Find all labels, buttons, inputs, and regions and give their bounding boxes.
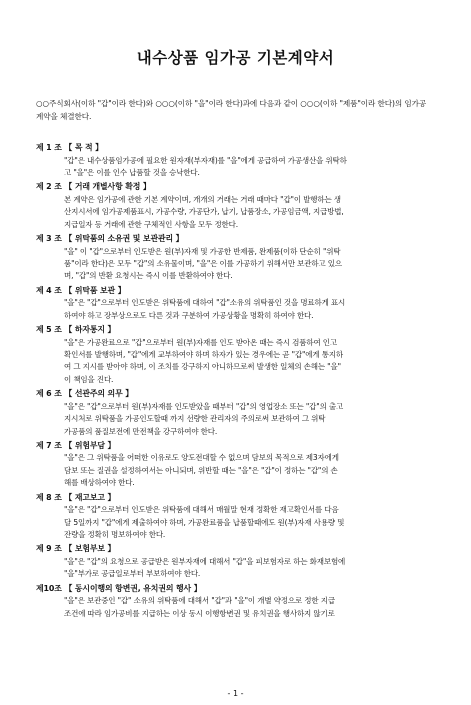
article-line: 조건에 따라 임가공비를 지급하는 이상 동시 이행항변권 및 유치권을 행사하지 않기로 (64, 608, 335, 618)
article-line: 지시처로 위탁품을 가공인도할때 까지 선량한 관리자의 주의로써 보관하여 그 위탁 (64, 414, 326, 424)
article (36, 583, 442, 620)
article-line: 지급일자 등 거래에 관한 구체적인 사항을 모두 정한다. (64, 219, 238, 229)
article-line: 가공품의 품질보전에 만전책을 강구하여야 한다. (64, 426, 218, 436)
article-heading: 제 7 조 【 위험부담 】 (36, 440, 116, 450)
article-line: 본 계약은 임가공에 관한 기본 계약이며, 개개의 거래는 거래 때마다 "갑"이 발행하는 생 (64, 194, 341, 204)
article-heading: 제 9 조 【 보험부보 】 (36, 544, 116, 554)
article-heading: 제 6 조 【 선관주의 의무 】 (36, 389, 134, 399)
article-line: "을"부가로 공급일로부터 부보하여야 한다. (64, 569, 201, 579)
article-line: "을"은 "갑"으로부터 인도받은 위탁품에 대하여 "갑"소유의 위탁품인 것을 명료하게 표시 (64, 298, 346, 308)
article-body (36, 194, 442, 231)
article-line: 달 5일까지 "갑"에게 제출하여야 하며, 가공완료품을 납품할때에도 원(부)자재 사용량 및 (64, 517, 345, 527)
article-line: 담보 또는 질권을 설정하여서는 아니되며, 위반할 때는 "을"은 "갑"이 정하는 "갑"의 손 (64, 465, 338, 475)
page-number: - 1 - (227, 689, 244, 698)
document-title: 내수상품 임가공 기본계약서 (136, 49, 335, 67)
article-body (36, 246, 442, 283)
article-heading: 제 8 조 【 재고보고 】 (36, 492, 116, 502)
article-body (36, 504, 442, 541)
article-heading: 제 5 조 【 하자통지 】 (36, 325, 116, 335)
article (36, 388, 442, 438)
article-line: "을"은 "갑"으로부터 인도받은 위탁품에 대해서 매월말 현재 정확한 재고확인서를 다음 (64, 505, 339, 515)
article-line: 확인서를 발행하며, "갑"에게 교부하여야 하며 하자가 있는 경우에는 곧 "갑"에게 통지하 (64, 349, 344, 359)
article (36, 181, 442, 231)
article-heading: 제 3 조 【 위탁품의 소유권 및 보관관리 】 (36, 234, 184, 244)
article-line: "을"은 그 위탁품을 어떠한 이유로도 양도전대할 수 없으며 담보의 목적으로 제3자에게 (64, 453, 339, 463)
article (36, 285, 442, 322)
article-line: 이 책임을 진다. (64, 374, 114, 384)
article-line: "을"은 가공완료으로 "갑"으로부터 원(부)자재를 인도 받아온 때는 즉시 검품하여 인고 (64, 337, 337, 347)
article-line: 해를 배상하여야 한다. (64, 478, 135, 488)
article (36, 324, 442, 386)
article-line: "을" 이 "갑"으로부터 인도받은 원(부)자재 및 가공한 반제품, 완제품(이하 단순히 "위탁 (64, 246, 341, 256)
article-line: "을"은 보관중인 "갑" 소유의 위탁품에 대해서 "갑"과 "을"이 개별 약정으로 정한 지급 (64, 596, 335, 606)
article-body (36, 452, 442, 489)
article-line: 고 "을"은 이를 인수 납품할 것을 승낙한다. (64, 167, 200, 177)
article-line: "을"은 "갑"으로부터 원(부)자재를 인도받았을 때부터 "갑"의 영업장소 또는 "갑"의 출고 (64, 401, 344, 411)
article-line: 산지시서에 임가공제품표시, 가공수량, 가공단가, 납기, 납품장소, 가공임금액, 지급방법, (64, 207, 344, 217)
article-line: 여 그 지시를 받아야 하며, 이 조치를 강구하지 아니하므로써 발생한 일체의 손해는 "을" (64, 362, 341, 372)
article-line: 잔량을 정확히 명보하여야 한다. (64, 529, 166, 539)
article-line: 품"이라 한다)은 모두 "갑"의 소유물이며, "을"은 이를 가공하기 위해서만 보관하고 있으 (64, 258, 342, 268)
article (36, 142, 442, 179)
article-line: 며, "갑"의 반환 요청시는 즉시 이를 반환하여야 한다. (64, 271, 233, 281)
article-body (36, 155, 442, 180)
article-line: "을"은 "갑"의 요청으로 공급받은 원부자재에 대해서 "갑"을 피보험자로 하는 화재보험에 (64, 556, 346, 566)
article-line: "갑"은 내수상품임가공에 필요한 원자재(부자재)를 "을"에게 공급하여 가공생산을 위탁하 (64, 155, 347, 165)
article-list (36, 142, 442, 622)
article-heading: 제 1 조 【 목 적 】 (36, 143, 103, 152)
article-line: 하여야 하고 장부상으로도 다른 것과 구분하여 가공상황을 명확히 하여야 한다. (64, 310, 314, 320)
article-body (36, 401, 442, 438)
article (36, 543, 442, 580)
article-body (36, 595, 442, 620)
article-heading: 제10조 【 동시이행의 항변권, 유치권의 행사 】 (36, 583, 202, 593)
article-body (36, 556, 442, 581)
article (36, 233, 442, 283)
article-heading: 제 4 조 【 위탁품 보관 】 (36, 285, 126, 295)
article-heading: 제 2 조 【 거래 개별사항 확정 】 (36, 182, 151, 192)
article (36, 492, 442, 542)
intro-paragraph: ○○주식회사(이하 "갑"이라 한다)와 ○○○(이하 "을"이라 한다)과에 다음과 같이 ○○○(이하 "제품"이라 한다)의 임가공 계약을 체결한다. (36, 99, 427, 121)
article (36, 440, 442, 490)
article-body (36, 337, 442, 387)
article-body (36, 297, 442, 322)
